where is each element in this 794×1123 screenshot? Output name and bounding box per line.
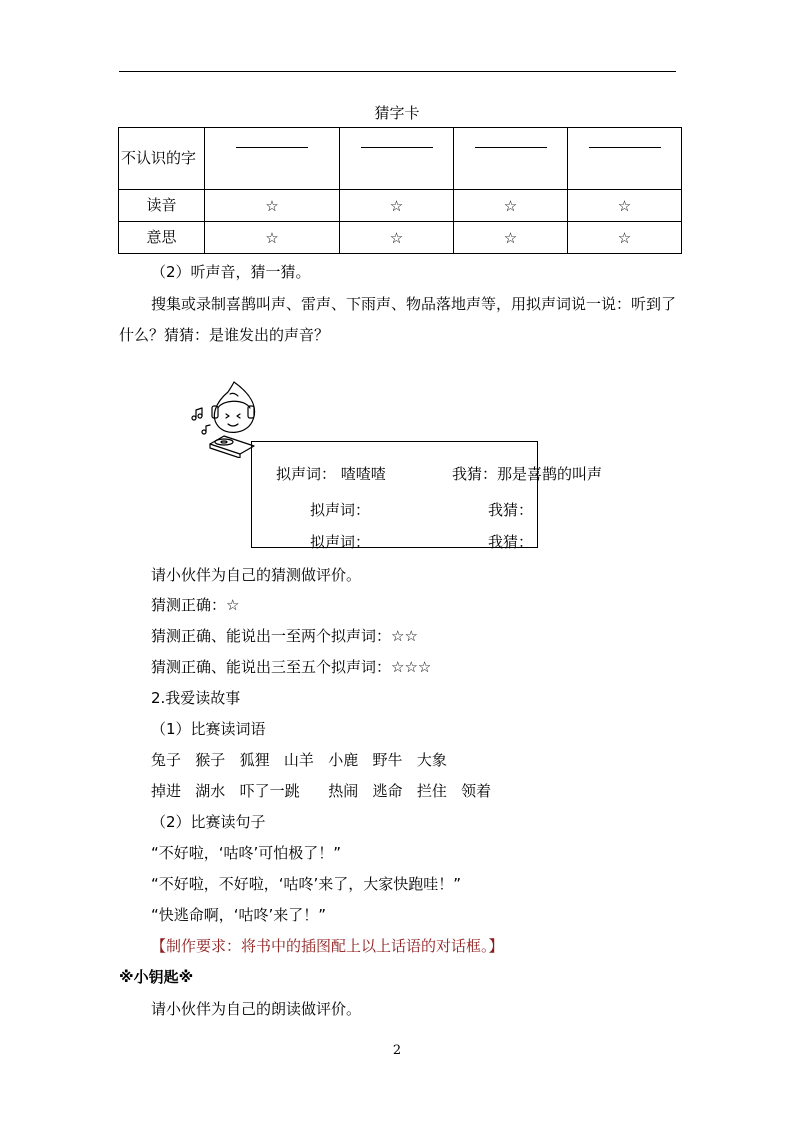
blank-cell xyxy=(568,128,682,190)
key-heading: ※小钥匙※ xyxy=(119,968,194,986)
star-cell: ☆ xyxy=(454,222,568,254)
star-cell: ☆ xyxy=(205,222,340,254)
blank-line xyxy=(475,147,547,148)
final-evaluation-prompt: 请小伙伴为自己的朗读做评价。 xyxy=(151,1000,362,1018)
dialog-line2-left: 拟声词： xyxy=(310,501,371,519)
blank-cell xyxy=(205,128,340,190)
evaluation-prompt: 请小伙伴为自己的猜测做评价。 xyxy=(151,566,362,584)
table-row xyxy=(119,222,682,254)
card-title: 猜字卡 xyxy=(374,104,420,122)
requirement-note: 【制作要求：将书中的插图配上以上话语的对话框。】 xyxy=(151,937,504,955)
page-number: 2 xyxy=(392,1043,402,1058)
row-label-unknown-char: 不认识的字 xyxy=(119,128,205,190)
table-row xyxy=(119,128,682,190)
section-heading-story: 2.我爱读故事 xyxy=(151,689,241,707)
word-list-row2: 掉进 湖水 吓了一跳 热闹 逃命 拦住 领着 xyxy=(151,782,492,800)
blank-cell xyxy=(340,128,454,190)
dialog-line3-left: 拟声词： xyxy=(310,533,371,551)
instruction-paragraph: 搜集或录制喜鹊叫声、雷声、下雨声、物品落地声等，用拟声词说一说：听到了什么？猜猜：是谁发出的声音？ xyxy=(119,295,677,344)
section-heading-listen: （2）听声音，猜一猜。 xyxy=(151,263,311,281)
dialog-line1-left: 拟声词： 喳喳喳 xyxy=(276,465,386,483)
blank-line xyxy=(236,147,308,148)
sentence-item: “不好啦，‘咕咚’可怕极了！” xyxy=(151,844,342,862)
row-label-meaning: 意思 xyxy=(119,222,205,254)
header-rule xyxy=(119,71,676,72)
dialog-line3-right: 我猜： xyxy=(488,533,534,551)
blank-line xyxy=(589,147,661,148)
word-list-row1: 兔子 猴子 狐狸 山羊 小鹿 野牛 大象 xyxy=(151,751,447,769)
dialog-line1-right: 我猜：那是喜鹊的叫声 xyxy=(452,465,603,483)
star-cell: ☆ xyxy=(340,190,454,222)
star-cell: ☆ xyxy=(568,222,682,254)
evaluation-level2: 猜测正确、能说出一至两个拟声词：☆☆ xyxy=(151,627,418,645)
row-label-pronunciation: 读音 xyxy=(119,190,205,222)
blank-cell xyxy=(454,128,568,190)
sentence-item: “不好啦，不好啦，‘咕咚’来了，大家快跑哇！” xyxy=(151,875,462,893)
star-cell: ☆ xyxy=(454,190,568,222)
star-cell: ☆ xyxy=(568,190,682,222)
star-cell: ☆ xyxy=(205,190,340,222)
guess-card-table xyxy=(118,127,682,254)
section-heading-words: （1）比赛读词语 xyxy=(151,720,266,738)
evaluation-level3: 猜测正确、能说出三至五个拟声词：☆☆☆ xyxy=(151,658,432,676)
table-row xyxy=(119,190,682,222)
sentence-item: “快逃命啊，‘咕咚’来了！” xyxy=(151,906,327,924)
dialog-line2-right: 我猜： xyxy=(488,501,534,519)
evaluation-level1: 猜测正确：☆ xyxy=(151,596,240,614)
blank-line xyxy=(361,147,433,148)
section-heading-sentences: （2）比赛读句子 xyxy=(151,813,266,831)
star-cell: ☆ xyxy=(340,222,454,254)
